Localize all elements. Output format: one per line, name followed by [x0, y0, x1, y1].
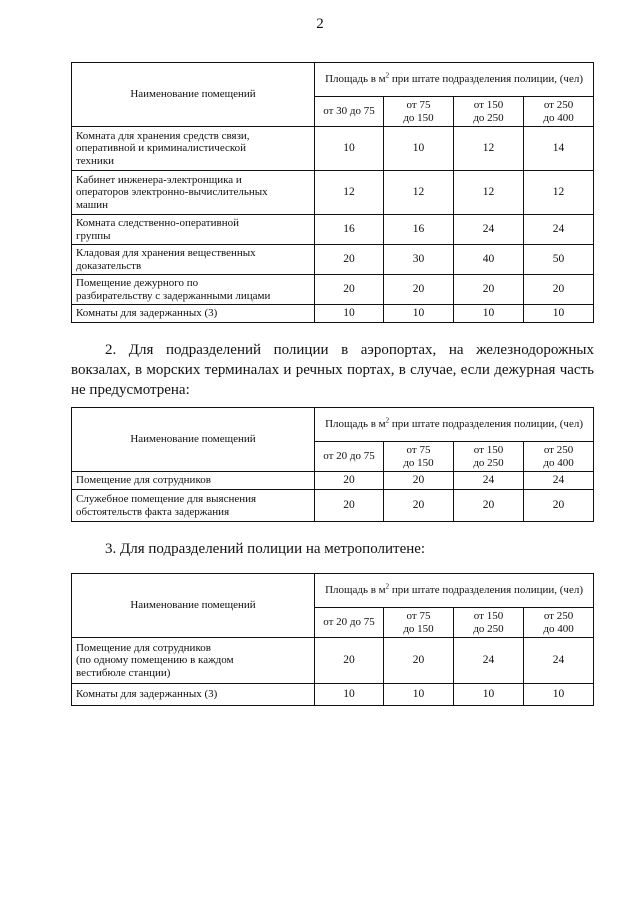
column-header-range: от 150 до 250 — [454, 442, 524, 472]
column-header-name: Наименование помещений — [72, 63, 315, 127]
column-header-range: от 20 до 75 — [315, 442, 384, 472]
area-value: 12 — [315, 171, 384, 215]
area-value: 20 — [384, 472, 454, 490]
room-name: Кладовая для хранения вещественных доказательств — [72, 245, 315, 275]
area-value: 10 — [384, 127, 454, 171]
column-header-range: от 20 до 75 — [315, 608, 384, 638]
area-value: 24 — [524, 472, 594, 490]
table-row — [72, 490, 594, 522]
area-value: 20 — [315, 638, 384, 684]
area-value: 20 — [315, 472, 384, 490]
area-value: 12 — [524, 171, 594, 215]
area-value: 12 — [454, 127, 524, 171]
column-header-range: от 30 до 75 — [315, 97, 384, 127]
table-row — [72, 638, 594, 684]
area-value: 50 — [524, 245, 594, 275]
room-name: Комната следственно-оперативной группы — [72, 215, 315, 245]
column-header-range: от 75 до 150 — [384, 442, 454, 472]
table-row — [72, 245, 594, 275]
area-value: 24 — [454, 472, 524, 490]
area-value: 10 — [454, 684, 524, 706]
room-name: Помещение для сотрудников — [72, 472, 315, 490]
room-name: Комнаты для задержанных (3) — [72, 305, 315, 323]
area-value: 20 — [315, 245, 384, 275]
area-value: 20 — [454, 275, 524, 305]
area-value: 20 — [384, 275, 454, 305]
column-header-area: Площадь в $м^2$ при штате подразделения полиции, (чел) — [315, 63, 594, 97]
column-header-area: Площадь в $м^2$ при штате подразделения полиции, (чел) — [315, 408, 594, 442]
area-value: 24 — [454, 215, 524, 245]
area-value: 16 — [315, 215, 384, 245]
column-header-name: Наименование помещений — [72, 574, 315, 638]
area-value: 20 — [524, 275, 594, 305]
table-row — [72, 215, 594, 245]
area-value: 10 — [384, 305, 454, 323]
table-row — [72, 684, 594, 706]
paragraph-airports: 2. Для подразделений полиции в аэропортах, на железнодорожных вокзалах, в морских терминалах и речных портах, в случае, если дежурная часть не предусмотрена: — [71, 342, 594, 398]
column-header-range: от 150 до 250 — [454, 608, 524, 638]
area-value: 10 — [524, 684, 594, 706]
column-header-range: от 75 до 150 — [384, 97, 454, 127]
area-value: 20 — [315, 490, 384, 522]
area-value: 20 — [384, 490, 454, 522]
table-row — [72, 127, 594, 171]
table-row — [72, 305, 594, 323]
area-value: 10 — [524, 305, 594, 323]
area-value: 12 — [384, 171, 454, 215]
area-value: 10 — [315, 127, 384, 171]
table-row — [72, 275, 594, 305]
area-value: 40 — [454, 245, 524, 275]
area-value: 20 — [454, 490, 524, 522]
room-name: Кабинет инженера-электронщика и операторов электронно-вычислительных машин — [72, 171, 315, 215]
area-value: 20 — [524, 490, 594, 522]
page-number: 2 — [316, 16, 324, 32]
room-name: Служебное помещение для выяснения обстоятельств факта задержания — [72, 490, 315, 522]
area-value: 24 — [454, 638, 524, 684]
area-table-2 — [71, 407, 594, 522]
table-row — [72, 472, 594, 490]
column-header-range: от 250 до 400 — [524, 442, 594, 472]
column-header-range: от 150 до 250 — [454, 97, 524, 127]
area-value: 12 — [454, 171, 524, 215]
room-name: Комната для хранения средств связи, оперативной и криминалистической техники — [72, 127, 315, 171]
area-value: 20 — [384, 638, 454, 684]
column-header-range: от 75 до 150 — [384, 608, 454, 638]
area-table-1 — [71, 62, 594, 323]
area-value: 16 — [384, 215, 454, 245]
area-value: 10 — [384, 684, 454, 706]
area-value: 24 — [524, 215, 594, 245]
area-value: 30 — [384, 245, 454, 275]
column-header-range: от 250 до 400 — [524, 608, 594, 638]
column-header-name: Наименование помещений — [72, 408, 315, 472]
area-value: 20 — [315, 275, 384, 305]
area-value: 10 — [315, 684, 384, 706]
area-table-3 — [71, 573, 594, 706]
area-value: 14 — [524, 127, 594, 171]
area-value: 10 — [454, 305, 524, 323]
room-name: Помещение для сотрудников (по одному помещению в каждом вестибюле станции) — [72, 638, 315, 684]
column-header-range: от 250 до 400 — [524, 97, 594, 127]
room-name: Помещение дежурного по разбирательству с задержанными лицами — [72, 275, 315, 305]
room-name: Комнаты для задержанных (3) — [72, 684, 315, 706]
heading-metro: 3. Для подразделений полиции на метрополитене: — [105, 541, 426, 557]
area-value: 24 — [524, 638, 594, 684]
area-value: 10 — [315, 305, 384, 323]
table-row — [72, 171, 594, 215]
column-header-area: Площадь в $м^2$ при штате подразделения полиции, (чел) — [315, 574, 594, 608]
